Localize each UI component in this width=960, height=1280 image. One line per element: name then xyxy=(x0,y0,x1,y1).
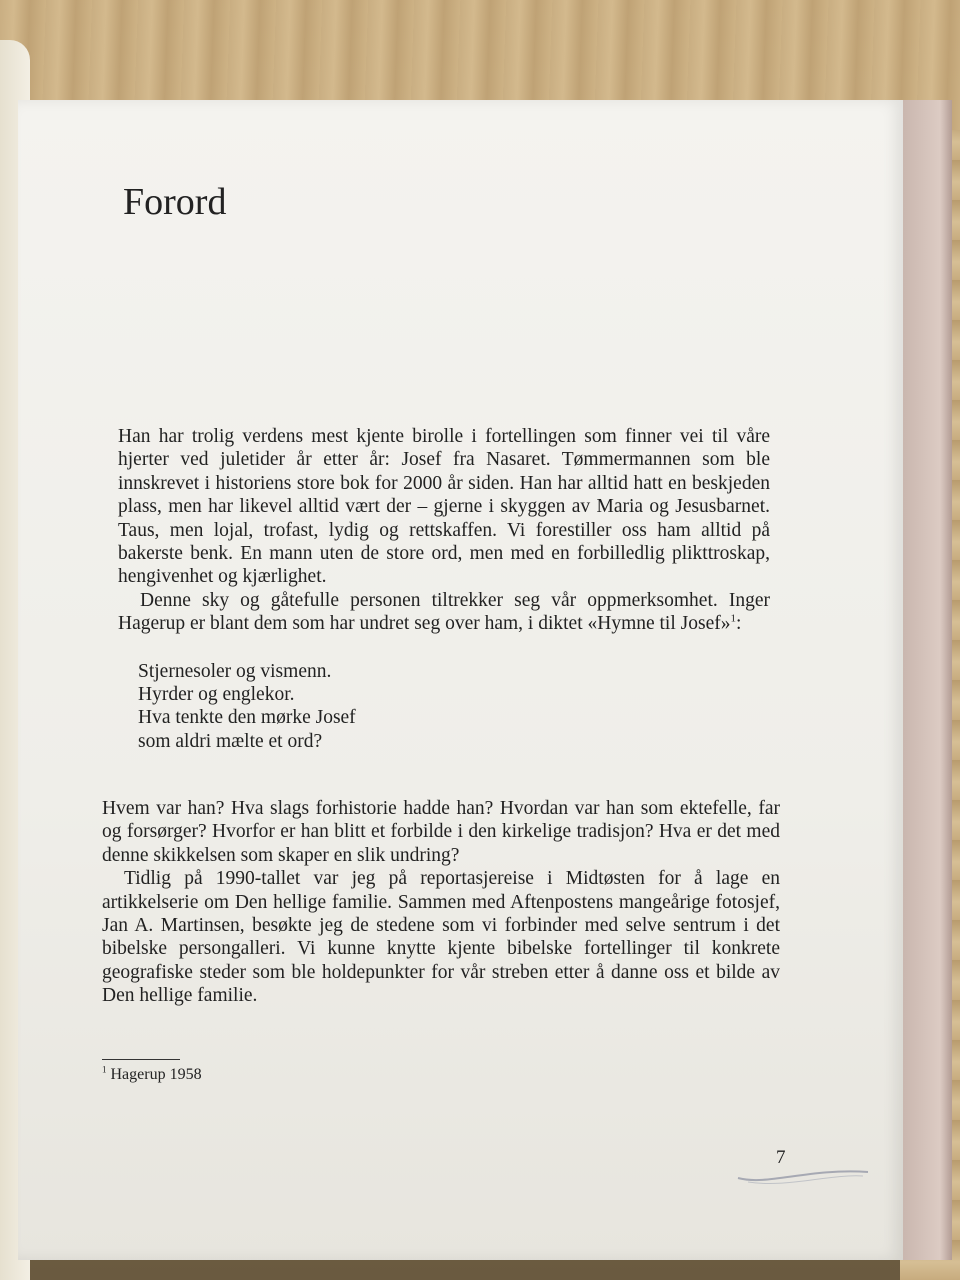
footnote-reference: 1 xyxy=(730,612,736,625)
paragraph-intro: Han har trolig verdens mest kjente birolle i fortellingen som finner vei til våre hjerter ved juletider år etter år: Josef fra Nasaret. Tømmermannen som ble innskrevet i historiens store bok for 2000 år siden. Han har alltid hatt en beskjeden plass, men har likevel alltid vært der – gjerne i skyggen av Maria og Jesusbarnet. Taus, men lojal, trofast, lydig og rettskaffen. Vi forestiller oss ham alltid på bakerste benk. En mann uten de store ord, men med en forbilledlig plikttroskap, hengivenhet og kjærlighet. xyxy=(118,426,770,588)
page-flourish-icon xyxy=(728,1158,878,1188)
paragraph-questions: Hvem var han? Hva slags forhistorie hadde han? Hvordan var han som ektefelle, far og forsørger? Hvorfor er han blitt et forbilde i den kirkelige tradisjon? Hva er det med denne skikkelsen som skaper en slik undring? xyxy=(102,798,780,866)
paragraph-hagerup-text: Denne sky og gåtefulle personen tiltrekker seg vår oppmerksomhet. Inger Hagerup er blant dem som har undret seg over ham, i diktet «Hymne til Josef» xyxy=(118,589,770,635)
book-page xyxy=(18,100,903,1260)
text-block-lower xyxy=(102,797,780,1008)
poem-line: Hva tenkte den mørke Josef xyxy=(138,707,356,729)
footnote-marker: 1 xyxy=(102,1064,107,1075)
paragraph-hagerup-colon: : xyxy=(735,613,742,635)
footnote-text: Hagerup 1958 xyxy=(110,1066,202,1083)
page-heading: Forord xyxy=(123,181,227,223)
footnote xyxy=(102,1066,202,1084)
poem xyxy=(138,660,770,754)
paragraph-journey: Tidlig på 1990-tallet var jeg på reportasjereise i Midtøsten for å lage en artikkelserie om Den hellige familie. Sammen med Aftenpostens mangeårige fotosjef, Jan A. Martinsen, besøkte jeg de stedene som vi forbinder med selve sentrum i det bibelske persongalleri. Vi kunne knytte kjente bibelske fortellinger til konkrete geografiske steder som ble holdepunkter for vår streben etter å danne oss et bilde av Den hellige familie. xyxy=(102,868,780,1007)
text-block-upper xyxy=(118,425,770,753)
footnote-divider xyxy=(102,1059,180,1060)
poem-line: Hyrder og englekor. xyxy=(138,684,295,706)
poem-line: Stjernesoler og vismenn. xyxy=(138,660,332,682)
paragraph-hagerup xyxy=(118,589,770,636)
page-number: 7 xyxy=(776,1147,786,1168)
poem-line: som aldri mælte et ord? xyxy=(138,730,323,752)
